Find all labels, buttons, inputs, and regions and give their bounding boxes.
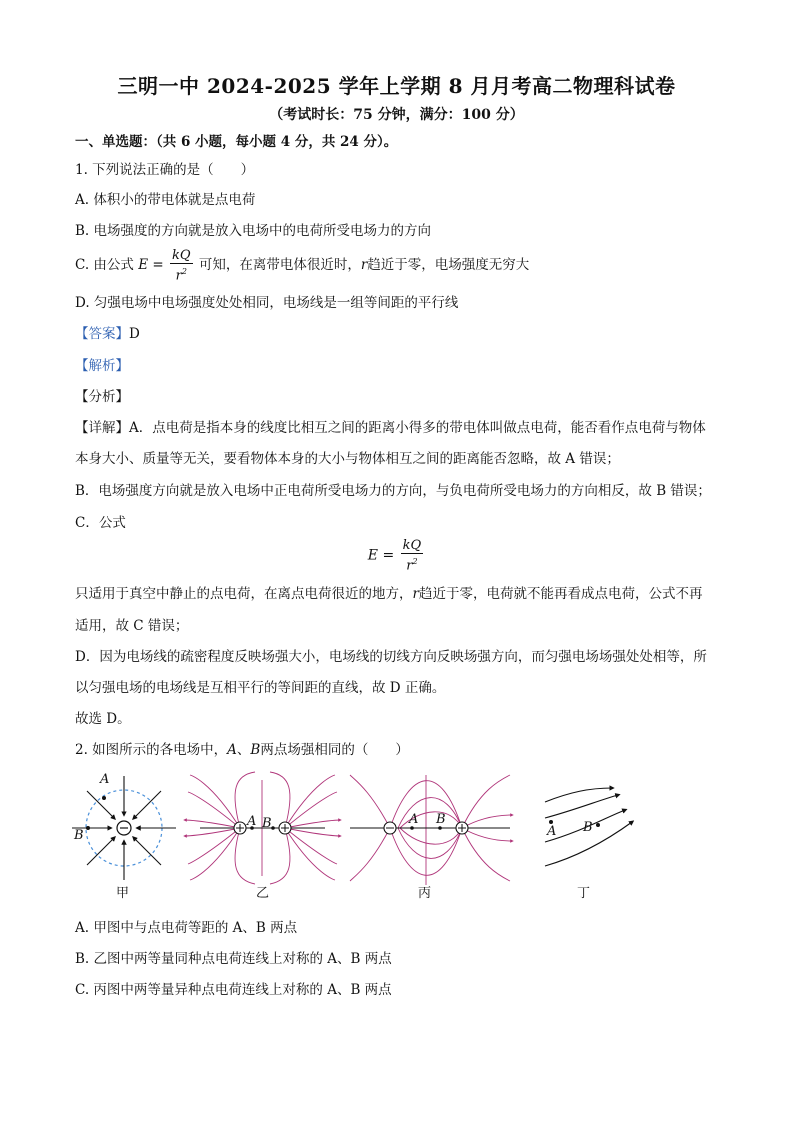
formula-fraction <box>170 248 193 283</box>
detail-formula-denominator <box>401 554 424 573</box>
caption-jia: 甲 <box>116 886 130 901</box>
diagram-bing <box>350 775 512 885</box>
q1-option-b: B. 电场强度的方向就是放入电场中的电荷所受电场力的方向 <box>75 223 432 239</box>
q2-stem-B: B <box>250 742 261 758</box>
detail-label: 【详解】 <box>75 420 129 436</box>
q2-stem-sep: 、 <box>236 742 251 758</box>
formula-denominator <box>170 264 193 283</box>
page-subtitle: （考试时长：75 分钟，满分：100 分） <box>269 107 524 123</box>
detail-text-5b: 趋近于零，电荷就不能再看成点电荷，公式不再 <box>418 586 703 602</box>
formula-eq: = <box>152 257 164 274</box>
formula-den-r: r <box>175 268 182 284</box>
detail-line-1 <box>75 418 706 438</box>
detail-formula-e: E <box>367 547 379 564</box>
ding-label-b: B <box>583 820 593 835</box>
caption-bing: 丙 <box>418 886 432 901</box>
detail-text-1: A．点电荷是指本身的线度比相互之间的距离小得多的带电体叫做点电荷，能否看作点电荷与物体 <box>129 420 706 436</box>
detail-line-5 <box>75 584 702 604</box>
answer-value: D <box>129 326 140 342</box>
q2-stem-b: 两点场强相同的（ ） <box>260 742 409 758</box>
analysis-label: 【解析】 <box>75 358 129 374</box>
jia-label-a: A <box>100 772 110 787</box>
detail-formula-numerator: kQ <box>402 538 422 553</box>
detail-formula <box>0 538 793 573</box>
q2-option-a: A. 甲图中与点电荷等距的 A、B 两点 <box>75 920 298 936</box>
answer-label: 【答案】 <box>75 326 129 342</box>
detail-line-7: D．因为电场线的疏密程度反映场强大小，电场线的切线方向反映场强方向，而匀强电场场强处处相等，所 <box>75 649 707 665</box>
detail-text-5a: 只适用于真空中静止的点电荷，在离点电荷很近的地方， <box>75 586 413 602</box>
q2-stem-A: A <box>227 742 237 758</box>
q1-option-c-prefix: C. 由公式 <box>75 257 134 274</box>
q1-option-c-text-a: 可知，在离带电体很近时， <box>198 257 361 274</box>
q2-option-c: C. 丙图中两等量异种点电荷连线上对称的 A、B 两点 <box>75 982 392 998</box>
q1-option-d: D. 匀强电场中电场强度处处相同，电场线是一组等间距的平行线 <box>75 295 459 311</box>
q1-stem: 1. 下列说法正确的是（ ） <box>75 162 255 178</box>
formula-den-exp: 2 <box>181 267 187 276</box>
q2-option-b: B. 乙图中两等量同种点电荷连线上对称的 A、B 两点 <box>75 951 392 967</box>
formula-e: E <box>138 257 149 274</box>
section-heading: 一、单选题：（共 6 小题，每小题 4 分，共 24 分）。 <box>75 134 398 150</box>
formula-numerator: kQ <box>172 248 191 263</box>
detail-formula-eq: = <box>382 547 395 564</box>
jia-label-b: B <box>74 828 84 843</box>
detail-formula-den-r: r <box>406 558 413 574</box>
detail-line-6: 适用，故 C 错误； <box>75 618 189 634</box>
diagram-ding-point-b <box>596 823 600 827</box>
q1-option-c <box>75 248 529 283</box>
q1-option-c-r: r <box>360 257 368 274</box>
yi-label-b: B <box>262 816 272 831</box>
detail-text-5r: r <box>412 586 419 602</box>
q1-option-a: A. 体积小的带电体就是点电荷 <box>75 192 256 208</box>
detail-line-4: C．公式 <box>75 515 126 531</box>
q1-option-c-text-b: 趋近于零，电场强度无穷大 <box>367 257 530 274</box>
conclusion-line: 故选 D。 <box>75 711 131 727</box>
detail-line-8: 以匀强电场的电场线是互相平行的等间距的直线，故 D 正确。 <box>75 680 446 696</box>
ding-label-a: A <box>547 824 557 839</box>
q2-stem <box>75 740 409 760</box>
caption-ding: 丁 <box>577 886 591 901</box>
answer-line <box>75 324 140 344</box>
page-title: 三明一中 2024-2025 学年上学期 8 月月考高二物理科试卷 <box>117 74 676 98</box>
detail-line-3: B．电场强度方向就是放入电场中正电荷所受电场力的方向，与负电荷所受电场力的方向相反，故 B 错误； <box>75 483 711 499</box>
diagram-jia <box>72 776 176 880</box>
bing-label-a: A <box>409 812 419 827</box>
detail-line-2: 本身大小、质量等无关，要看物体本身的大小与物体相互之间的距离能否忽略，故 A 错误； <box>75 451 620 467</box>
field-diagrams <box>60 770 700 905</box>
fenxi-label: 【分析】 <box>75 389 129 405</box>
detail-formula-den-exp: 2 <box>412 557 418 566</box>
yi-label-a: A <box>247 814 257 829</box>
detail-formula-fraction <box>401 538 424 573</box>
q2-stem-a: 2. 如图所示的各电场中， <box>75 742 228 758</box>
caption-yi: 乙 <box>256 886 270 901</box>
bing-label-b: B <box>436 812 446 827</box>
